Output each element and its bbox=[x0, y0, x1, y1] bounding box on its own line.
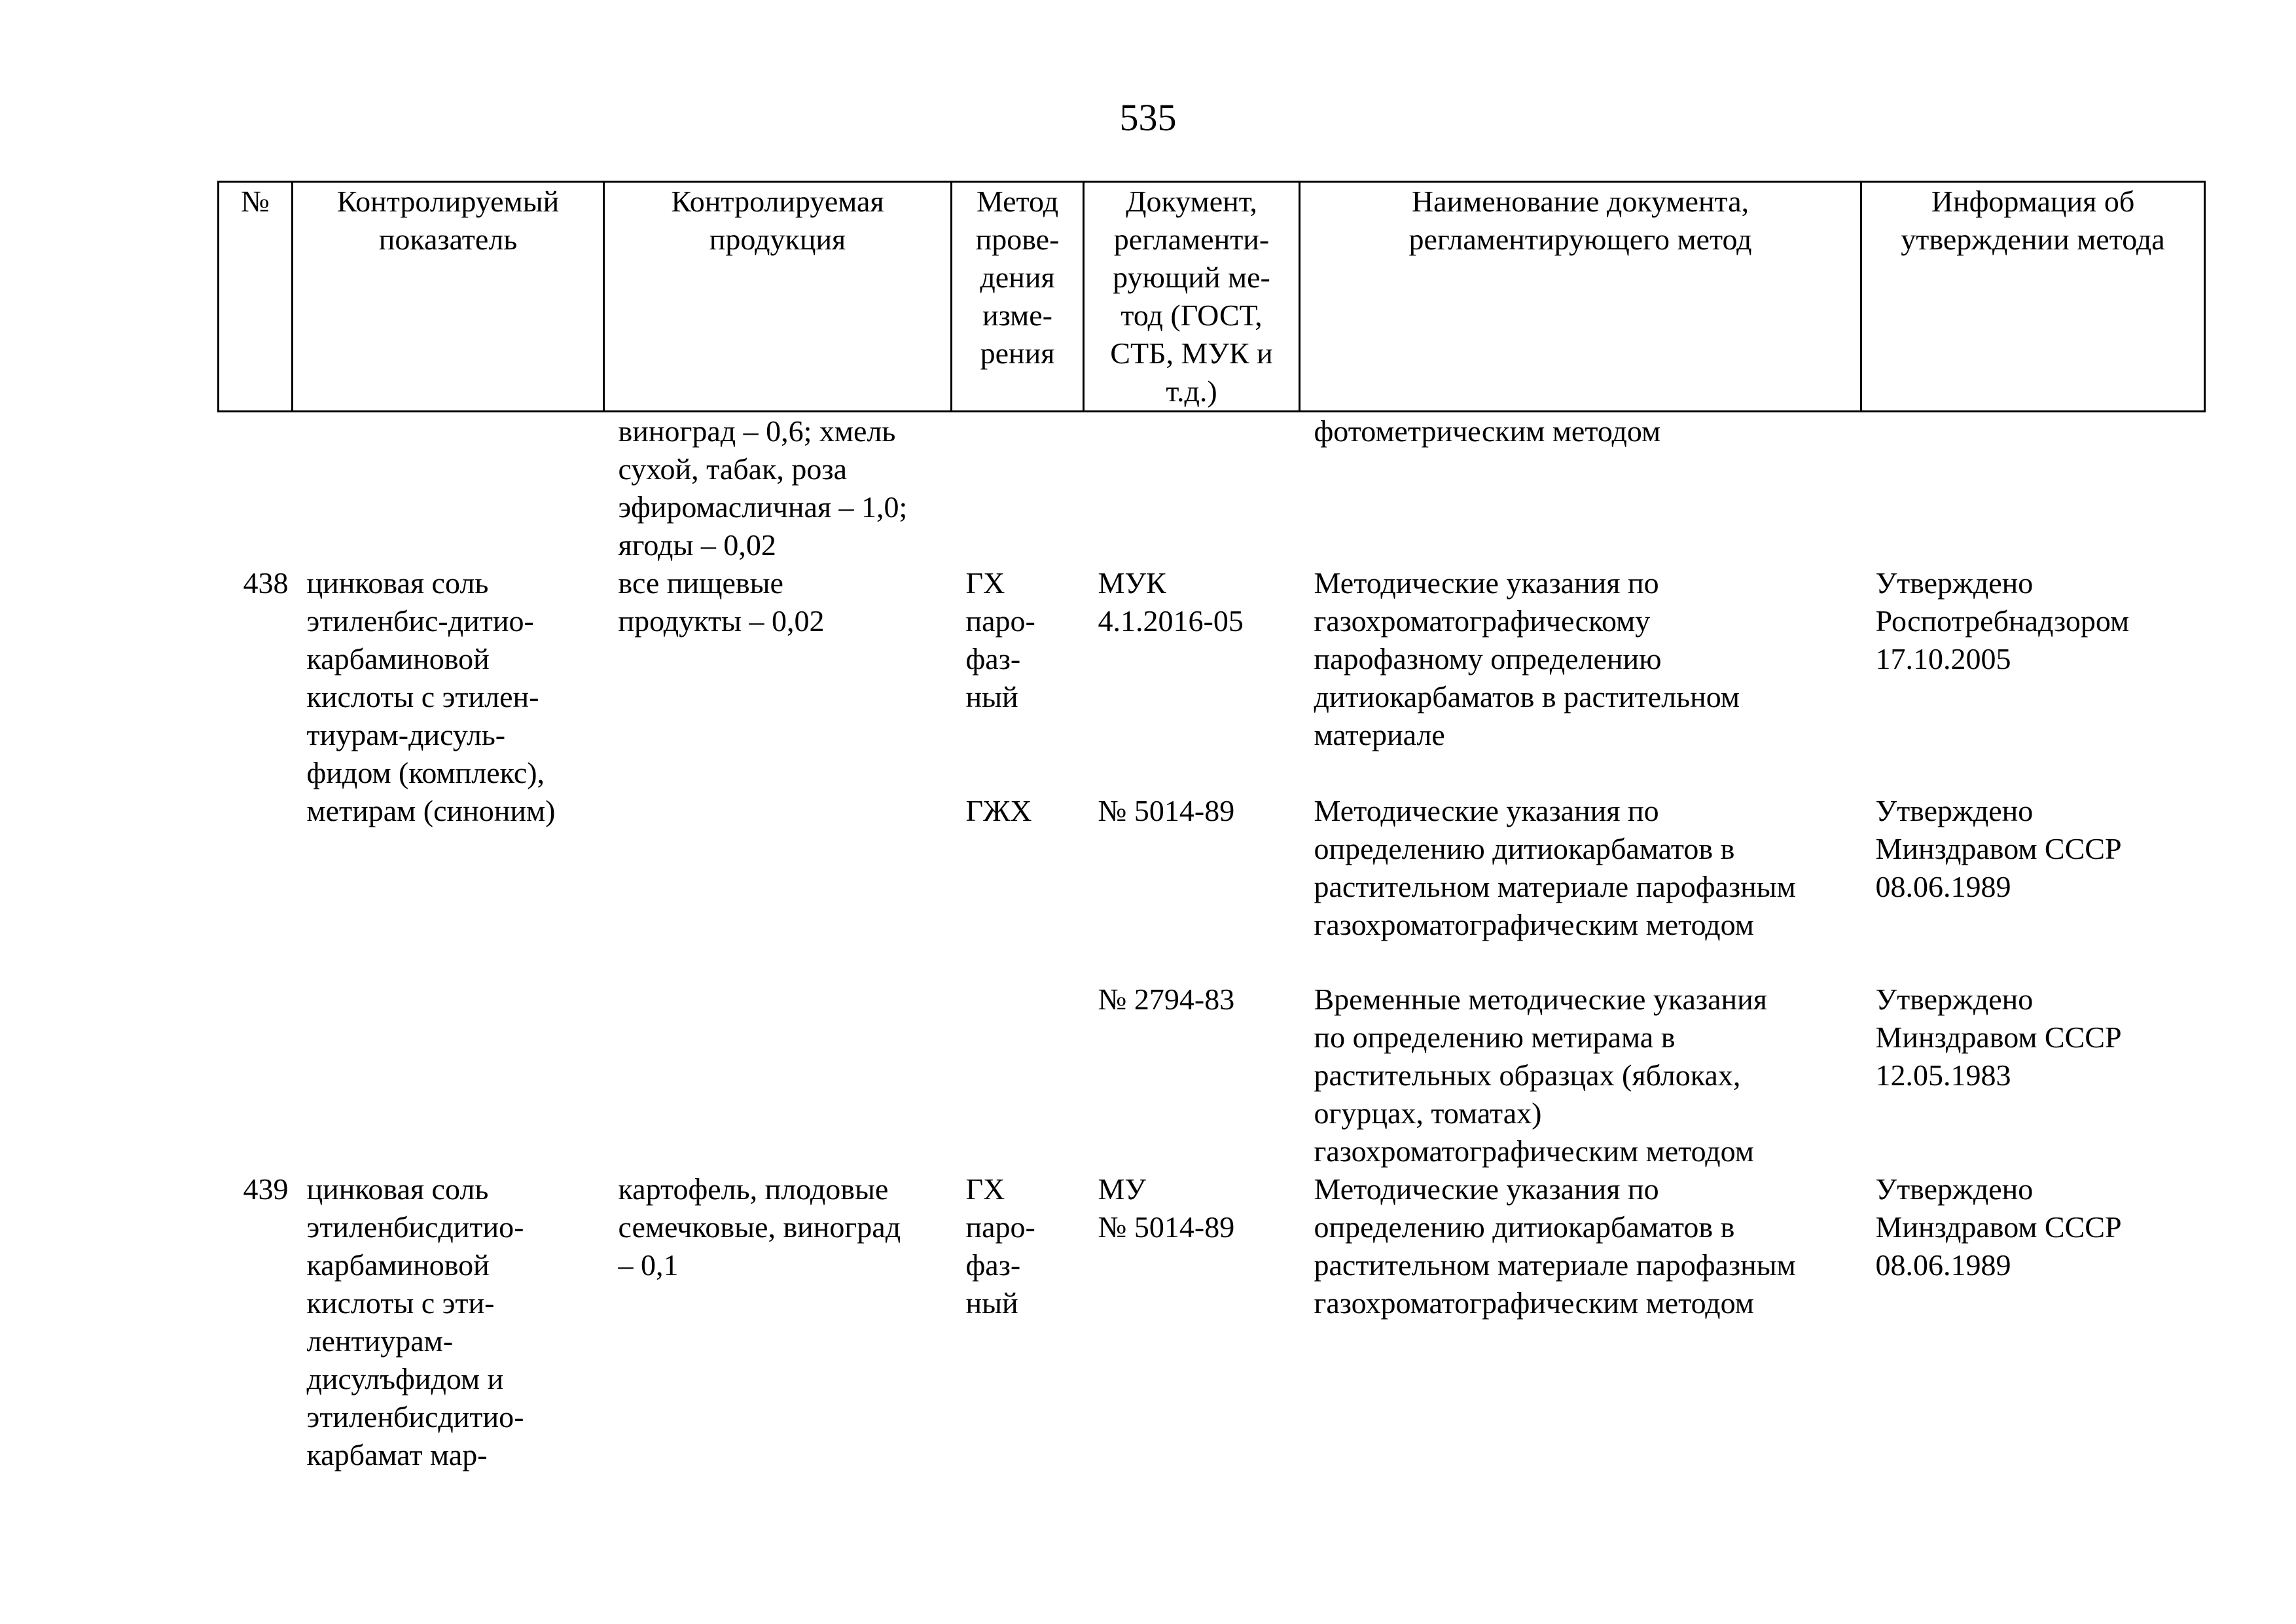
cell-line: утверждении метода bbox=[1901, 223, 2165, 256]
cell-method bbox=[952, 564, 1084, 792]
cell-line: Минздравом СССР bbox=[1875, 1020, 2122, 1054]
cell-line: этиленбис-дитио- bbox=[306, 604, 534, 638]
cell-line: по определению метирама в bbox=[1314, 1020, 1676, 1054]
cell-line: цинковая соль bbox=[306, 566, 489, 600]
cell-line: № 5014-89 bbox=[1098, 1210, 1235, 1244]
cell-line: этиленбисдитио- bbox=[306, 1210, 524, 1244]
table-row bbox=[219, 792, 2205, 981]
header-document bbox=[1084, 182, 1300, 412]
cell-line: картофель, плодовые bbox=[618, 1172, 889, 1206]
cell-line: рения bbox=[980, 336, 1055, 370]
cell-line: эфиромасличная – 1,0; bbox=[618, 490, 908, 524]
cell-doc-name bbox=[1300, 1170, 1861, 1511]
cell-doc-name bbox=[1300, 792, 1861, 981]
cell-approval bbox=[1861, 981, 2205, 1170]
cell-line: показатель bbox=[378, 223, 518, 256]
cell-doc-name bbox=[1300, 564, 1861, 792]
cell-line: фидом (комплекс), bbox=[306, 756, 545, 789]
table-row bbox=[219, 412, 2205, 565]
cell-document bbox=[1084, 981, 1300, 1170]
cell-line: определению дитиокарбаматов в bbox=[1314, 1210, 1735, 1244]
cell-line: фаз- bbox=[965, 1248, 1021, 1282]
cell-product bbox=[604, 1170, 952, 1511]
cell-document bbox=[1084, 1170, 1300, 1511]
table-row bbox=[219, 564, 2205, 792]
cell-line: кислоты с этилен- bbox=[306, 680, 539, 713]
cell-line: 08.06.1989 bbox=[1875, 870, 2011, 903]
cell-line: растительных образцах (яблоках, bbox=[1314, 1058, 1741, 1092]
cell-line: паро- bbox=[965, 604, 1035, 638]
cell-line: газохроматографическим методом bbox=[1314, 1286, 1754, 1320]
cell-line: 4.1.2016-05 bbox=[1098, 604, 1244, 638]
table-header bbox=[219, 182, 2205, 412]
cell-line: Временные методические указания bbox=[1314, 983, 1767, 1016]
cell-approval bbox=[1861, 412, 2205, 565]
cell-line: газохроматографическим методом bbox=[1314, 1134, 1754, 1168]
cell-line: материале bbox=[1314, 718, 1445, 751]
cell-line: Роспотребнадзором bbox=[1875, 604, 2130, 638]
cell-line: карбаминовой bbox=[306, 1248, 490, 1282]
cell-line: дисулъфидом и bbox=[306, 1362, 504, 1396]
header-method bbox=[952, 182, 1084, 412]
cell-line: 17.10.2005 bbox=[1875, 642, 2011, 676]
cell-line: все пищевые bbox=[618, 566, 783, 600]
cell-indicator bbox=[293, 792, 604, 981]
cell-line: Методические указания по bbox=[1314, 566, 1659, 600]
cell-line: Метод bbox=[976, 185, 1059, 218]
table-header-row bbox=[219, 182, 2205, 412]
cell-line: прове- bbox=[975, 223, 1060, 256]
cell-line: ягоды – 0,02 bbox=[618, 528, 776, 562]
cell-line: карбаминовой bbox=[306, 642, 490, 676]
cell-line: продукция bbox=[709, 223, 846, 256]
cell-line: т.д.) bbox=[1166, 374, 1217, 408]
cell-line: регламенти- bbox=[1113, 223, 1270, 256]
cell-line: СТБ, МУК и bbox=[1110, 336, 1273, 370]
cell-line: дитиокарбаматов в растительном bbox=[1314, 680, 1740, 713]
cell-line: дения bbox=[980, 261, 1055, 294]
cell-line: № 2794-83 bbox=[1098, 983, 1235, 1016]
cell-approval bbox=[1861, 1170, 2205, 1511]
cell-indicator bbox=[293, 1170, 604, 1511]
cell-line: № 5014-89 bbox=[1098, 794, 1235, 827]
cell-num: 438 bbox=[243, 566, 289, 600]
cell-line: растительном материале парофазным bbox=[1314, 1248, 1796, 1282]
cell-line: ГХ bbox=[965, 1172, 1005, 1206]
cell-method bbox=[952, 412, 1084, 565]
table-row bbox=[219, 1170, 2205, 1511]
cell-line: ГЖХ bbox=[965, 794, 1032, 827]
cell-line: этиленбисдитио- bbox=[306, 1400, 524, 1434]
cell-line: газохроматографическому bbox=[1314, 604, 1651, 638]
cell-line: растительном материале парофазным bbox=[1314, 870, 1796, 903]
cell-line: 08.06.1989 bbox=[1875, 1248, 2011, 1282]
cell-method bbox=[952, 1170, 1084, 1511]
document-table bbox=[217, 181, 2206, 1511]
cell-line: виноград – 0,6; хмель bbox=[618, 414, 896, 448]
cell-num bbox=[219, 412, 293, 565]
cell-product bbox=[604, 564, 952, 792]
cell-line: кислоты с эти- bbox=[306, 1286, 495, 1320]
cell-document bbox=[1084, 412, 1300, 565]
cell-line: МУ bbox=[1098, 1172, 1146, 1206]
cell-method bbox=[952, 792, 1084, 981]
cell-line: – 0,1 bbox=[618, 1248, 679, 1282]
cell-product bbox=[604, 412, 952, 565]
cell-line: фотометрическим методом bbox=[1314, 414, 1661, 448]
cell-line: Информация об bbox=[1931, 185, 2135, 218]
cell-line: Утверждено bbox=[1875, 983, 2034, 1016]
cell-line: фаз- bbox=[965, 642, 1021, 676]
cell-line: Контролируемая bbox=[671, 185, 884, 218]
cell-line: лентиурам- bbox=[306, 1324, 454, 1358]
cell-doc-name bbox=[1300, 412, 1861, 565]
cell-doc-name bbox=[1300, 981, 1861, 1170]
cell-line: Наименование документа, bbox=[1411, 185, 1749, 218]
cell-product bbox=[604, 792, 952, 981]
cell-line: продукты – 0,02 bbox=[618, 604, 825, 638]
cell-indicator bbox=[293, 981, 604, 1170]
cell-line: Контролируемый bbox=[336, 185, 560, 218]
cell-line: Минздравом СССР bbox=[1875, 832, 2122, 865]
cell-method bbox=[952, 981, 1084, 1170]
cell-line: Методические указания по bbox=[1314, 1172, 1659, 1206]
cell-line: определению дитиокарбаматов в bbox=[1314, 832, 1735, 865]
cell-line: тиурам-дисуль- bbox=[306, 718, 506, 751]
cell-num: 439 bbox=[243, 1172, 289, 1206]
cell-line: газохроматографическим методом bbox=[1314, 908, 1754, 941]
cell-approval bbox=[1861, 564, 2205, 792]
cell-product bbox=[604, 981, 952, 1170]
cell-line: Утверждено bbox=[1875, 794, 2034, 827]
cell-line: изме- bbox=[982, 298, 1052, 332]
cell-line: ный bbox=[965, 680, 1018, 713]
cell-line: парофазному определению bbox=[1314, 642, 1662, 676]
cell-line: 12.05.1983 bbox=[1875, 1058, 2011, 1092]
cell-line: карбамат мар- bbox=[306, 1438, 488, 1471]
cell-approval bbox=[1861, 792, 2205, 981]
cell-line: МУК bbox=[1098, 566, 1166, 600]
header-doc-name bbox=[1300, 182, 1861, 412]
cell-line: Утверждено bbox=[1875, 566, 2034, 600]
cell-line: тод (ГОСТ, bbox=[1121, 298, 1263, 332]
header-approval bbox=[1861, 182, 2205, 412]
cell-line: огурцах, томатах) bbox=[1314, 1096, 1542, 1130]
cell-indicator bbox=[293, 412, 604, 565]
header-indicator bbox=[293, 182, 604, 412]
page-number: 535 bbox=[1119, 96, 1177, 139]
cell-num bbox=[219, 981, 293, 1170]
cell-line: цинковая соль bbox=[306, 1172, 489, 1206]
cell-line: ный bbox=[965, 1286, 1018, 1320]
header-product bbox=[604, 182, 952, 412]
cell-line: сухой, табак, роза bbox=[618, 452, 848, 486]
cell-line: ГХ bbox=[965, 566, 1005, 600]
cell-document bbox=[1084, 564, 1300, 792]
cell-line: Минздравом СССР bbox=[1875, 1210, 2122, 1244]
cell-line: паро- bbox=[965, 1210, 1035, 1244]
cell-line: регламентирующего метод bbox=[1408, 223, 1752, 256]
cell-indicator bbox=[293, 564, 604, 792]
header-num bbox=[219, 182, 293, 412]
cell-line: Утверждено bbox=[1875, 1172, 2034, 1206]
cell-line: № bbox=[241, 185, 270, 218]
cell-line: Методические указания по bbox=[1314, 794, 1659, 827]
cell-line: Документ, bbox=[1126, 185, 1257, 218]
cell-num bbox=[219, 792, 293, 981]
table-body bbox=[219, 412, 2205, 1511]
cell-document bbox=[1084, 792, 1300, 981]
table-row bbox=[219, 981, 2205, 1170]
cell-line: рующий ме- bbox=[1113, 261, 1270, 294]
cell-line: семечковые, виноград bbox=[618, 1210, 901, 1244]
cell-line: метирам (синоним) bbox=[306, 794, 556, 827]
document-table-container bbox=[217, 181, 2204, 1511]
